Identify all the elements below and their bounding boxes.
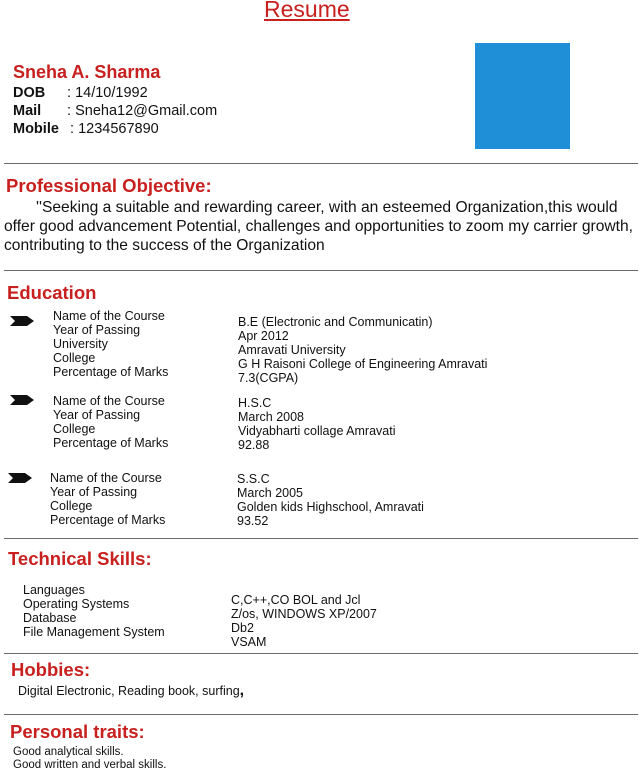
file-system-value: VSAM <box>231 635 267 649</box>
skills-heading: Technical Skills: <box>8 548 152 569</box>
course-value: B.E (Electronic and Communicatin) <box>238 315 433 329</box>
marks-label: Percentage of Marks <box>53 436 169 450</box>
education-labels <box>50 471 165 527</box>
file-system-label: File Management System <box>23 625 165 639</box>
course-label: Name of the Course <box>50 471 162 485</box>
os-value: Z/os, WINDOWS XP/2007 <box>231 607 377 621</box>
objective-body: ''Seeking a suitable and rewarding career, with an esteemed Organization,this would offer good advancement Potential, challenges and opportunities to zoom my carrier growth, contributing to the success of the Organization <box>4 199 634 254</box>
divider <box>4 270 638 271</box>
university-value: Amravati University <box>238 343 346 357</box>
year-label: Year of Passing <box>53 408 141 422</box>
marks-label: Percentage of Marks <box>53 365 169 379</box>
mail-label: Mail <box>13 103 42 119</box>
college-label: College <box>50 499 93 513</box>
dob-row <box>13 84 148 102</box>
traits-heading: Personal traits: <box>10 721 145 742</box>
year-label: Year of Passing <box>50 485 138 499</box>
marks-label: Percentage of Marks <box>50 513 166 527</box>
course-value: S.S.C <box>237 472 270 486</box>
divider <box>4 538 638 539</box>
mobile-label: Mobile <box>13 121 59 137</box>
trait-item: Good analytical skills. <box>13 746 124 758</box>
mail-row <box>13 102 217 120</box>
dob-label: DOB <box>13 85 46 101</box>
bullet-arrow-icon <box>10 395 34 405</box>
college-value: Vidyabharti collage Amravati <box>238 424 396 438</box>
course-label: Name of the Course <box>53 394 165 408</box>
dob-value: : 14/10/1992 <box>67 85 148 101</box>
mobile-value: : 1234567890 <box>70 121 159 137</box>
os-label: Operating Systems <box>23 597 130 611</box>
year-value: March 2005 <box>237 486 304 500</box>
database-value: Db2 <box>231 621 254 635</box>
education-labels <box>53 394 168 450</box>
candidate-name: Sneha A. Sharma <box>13 62 161 82</box>
college-value: Golden kids Highschool, Amravati <box>237 500 424 514</box>
education-values <box>237 472 424 528</box>
divider <box>4 653 638 654</box>
languages-value: C,C++,CO BOL and Jcl <box>231 593 361 607</box>
hobbies-heading: Hobbies: <box>11 659 91 680</box>
trait-item: Good written and verbal skills. <box>13 759 167 771</box>
mail-value: : Sneha12@Gmail.com <box>67 103 218 119</box>
languages-label: Languages <box>23 583 85 597</box>
database-label: Database <box>23 611 77 625</box>
education-values <box>238 315 487 385</box>
page-title: Resume <box>264 0 350 22</box>
hobbies-comma: , <box>239 682 245 699</box>
year-value: Apr 2012 <box>238 329 289 343</box>
marks-value: 7.3(CGPA) <box>238 371 299 385</box>
hobbies-text <box>18 684 244 698</box>
divider <box>4 163 638 164</box>
objective-text <box>4 198 634 255</box>
year-value: March 2008 <box>238 410 305 424</box>
skills-labels <box>23 583 165 639</box>
traits-list <box>13 746 166 772</box>
year-label: Year of Passing <box>53 323 141 337</box>
marks-value: 93.52 <box>237 514 269 528</box>
bullet-arrow-icon <box>10 316 34 326</box>
education-heading: Education <box>7 282 97 303</box>
college-label: College <box>53 422 96 436</box>
objective-heading: Professional Objective: <box>6 175 212 196</box>
marks-value: 92.88 <box>238 438 270 452</box>
course-label: Name of the Course <box>53 309 165 323</box>
education-labels <box>53 309 168 379</box>
bullet-arrow-icon <box>8 473 32 483</box>
hobbies-list: Digital Electronic, Reading book, surfing <box>18 684 240 698</box>
divider <box>4 714 638 715</box>
college-value: G H Raisoni College of Engineering Amravati <box>238 357 488 371</box>
mobile-row <box>13 120 159 138</box>
skills-values <box>231 593 377 649</box>
course-value: H.S.C <box>238 396 272 410</box>
university-label: University <box>53 337 108 351</box>
college-label: College <box>53 351 96 365</box>
profile-photo <box>475 43 570 149</box>
education-values <box>238 396 396 452</box>
